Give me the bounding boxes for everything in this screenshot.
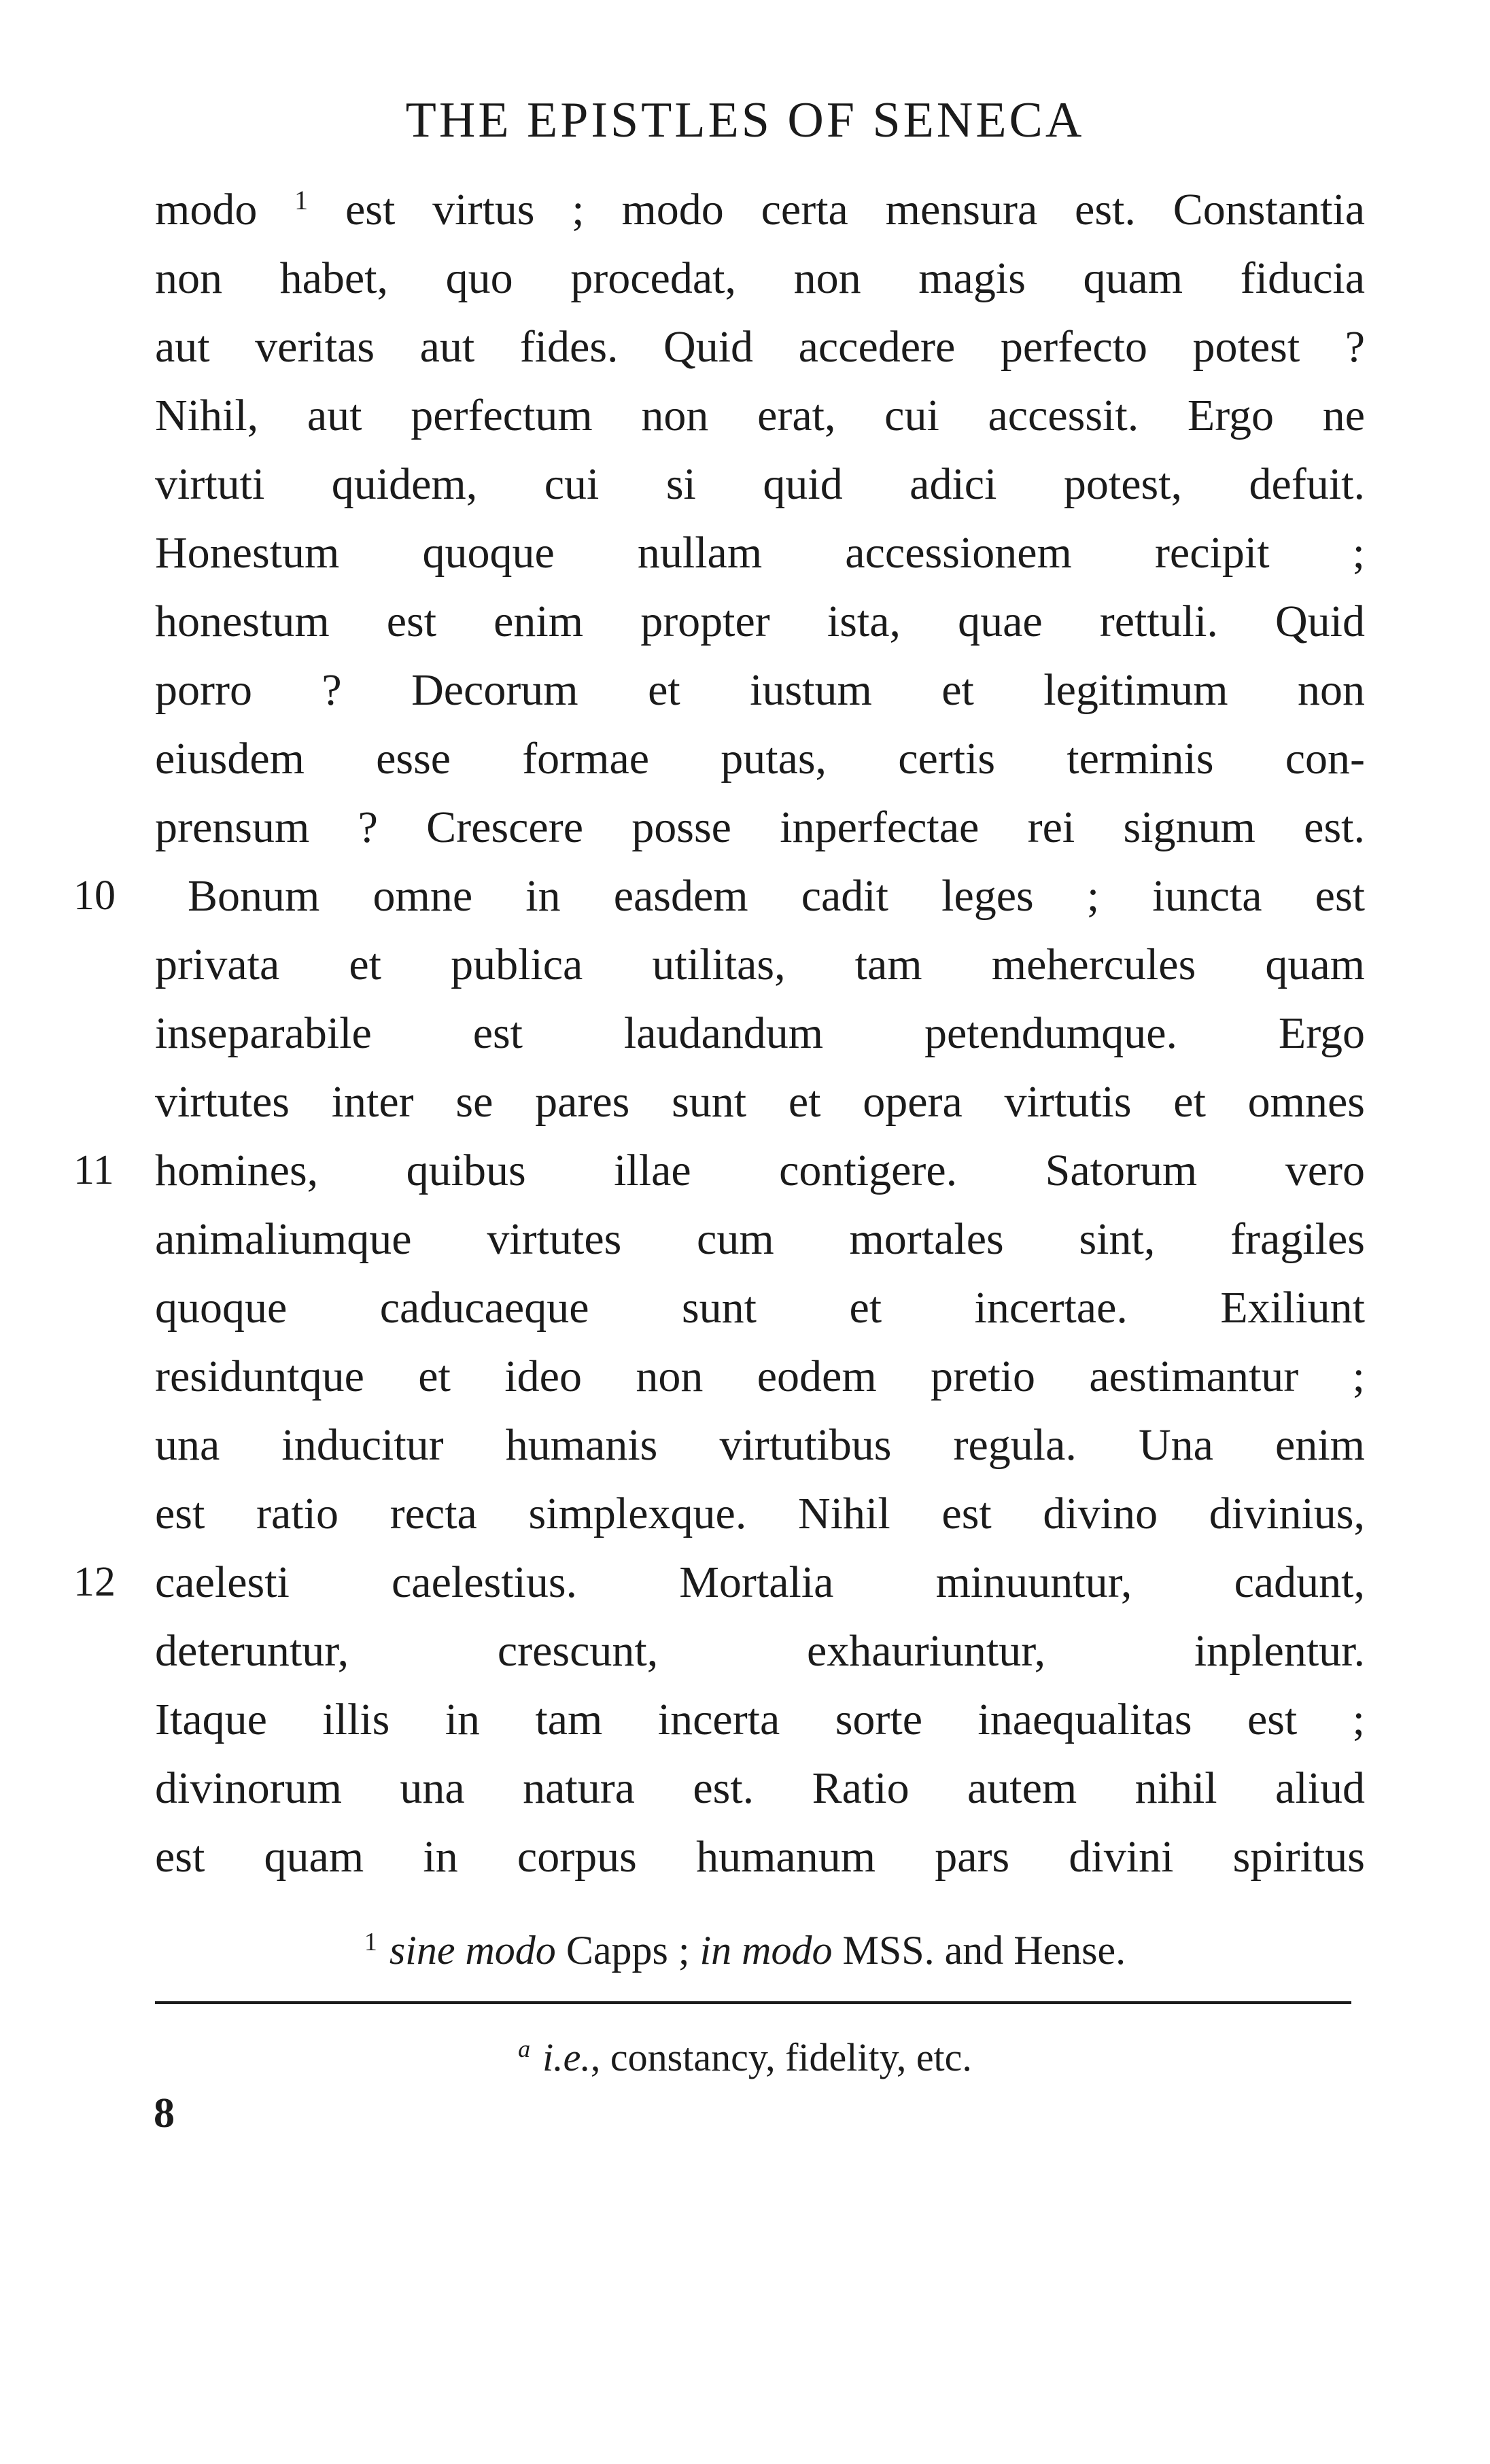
text-line	[155, 1068, 1365, 1136]
line-text: Honestum quoque nullam accessionem recipit ;	[155, 528, 1365, 578]
line-text-start: modo	[155, 185, 258, 234]
line-text: una inducitur humanis virtutibus regula. Una enim	[155, 1420, 1365, 1470]
line-text: prensum ? Crescere posse inperfectae rei signum est.	[155, 803, 1365, 852]
line-text: aut veritas aut fides. Quid accedere perfecto potest ?	[155, 322, 1365, 372]
line-text: homines, quibus illae contigere. Satorum vero	[155, 1146, 1365, 1195]
footnote-text: , constancy, fidelity, etc.	[590, 2035, 972, 2079]
running-head: THE EPISTLES OF SENECA	[405, 92, 1085, 148]
footnote-mark: 1	[364, 1928, 377, 1956]
text-line	[155, 1273, 1365, 1342]
text-line	[73, 862, 1365, 930]
text-line	[155, 1823, 1365, 1891]
footnote-text: MSS. and Hense.	[842, 1928, 1126, 1973]
text-line	[155, 1411, 1365, 1479]
line-text: virtuti quidem, cui si quid adici potest, defuit.	[155, 459, 1365, 509]
footnote-explanatory	[0, 2030, 1490, 2085]
text-line	[155, 175, 1365, 244]
line-text: inseparabile est laudandum petendumque. Ergo	[155, 1008, 1365, 1058]
footnote-divider	[155, 2001, 1351, 2004]
line-text: quoque caducaeque sunt et incertae. Exiliunt	[155, 1283, 1365, 1333]
section-number: 12	[73, 1559, 116, 1605]
text-line	[155, 656, 1365, 724]
text-line	[155, 793, 1365, 862]
text-line	[73, 1136, 1365, 1205]
line-text: Nihil, aut perfectum non erat, cui accessit. Ergo ne	[155, 391, 1365, 440]
line-text: caelesti caelestius. Mortalia minuuntur, cadunt,	[155, 1557, 1365, 1607]
section-number: 11	[73, 1147, 114, 1193]
line-text: virtutes inter se pares sunt et opera virtutis et omnes	[155, 1077, 1365, 1127]
line-text: divinorum una natura est. Ratio autem nihil aliud	[155, 1763, 1365, 1813]
text-line	[155, 1479, 1365, 1548]
line-text: Itaque illis in tam incerta sorte inaequalitas est ;	[155, 1695, 1365, 1744]
text-line	[73, 1548, 1365, 1617]
text-line	[155, 930, 1365, 999]
text-line	[155, 244, 1365, 313]
line-text: honestum est enim propter ista, quae rettuli. Quid	[155, 597, 1365, 646]
line-text: est ratio recta simplexque. Nihil est divino divinius,	[155, 1489, 1365, 1538]
footnote-mark: a	[518, 2035, 531, 2062]
line-text: porro ? Decorum et iustum et legitimum non	[155, 665, 1365, 715]
text-line	[155, 518, 1365, 587]
footnote-text: Capps ;	[566, 1928, 690, 1973]
text-line	[155, 1754, 1365, 1823]
line-text: eiusdem esse formae putas, certis terminis con-	[155, 734, 1365, 784]
text-line	[155, 381, 1365, 450]
text-line	[155, 724, 1365, 793]
text-line	[155, 999, 1365, 1068]
text-line	[155, 1205, 1365, 1273]
line-text: Bonum omne in easdem cadit leges ; iuncta est	[188, 871, 1365, 921]
page-number: 8	[154, 2090, 175, 2136]
text-line	[155, 313, 1365, 381]
line-text: est virtus ; modo certa mensura est. Constantia	[345, 185, 1366, 234]
line-text: animaliumque virtutes cum mortales sint, fragiles	[155, 1214, 1365, 1264]
footnote-reference: 1	[294, 185, 309, 215]
footnote-textual	[0, 1923, 1490, 1977]
body-text	[73, 175, 1366, 1891]
footnote-italic: i.e.	[542, 2035, 591, 2079]
line-text: non habet, quo procedat, non magis quam fiducia	[155, 253, 1365, 303]
line-text: privata et publica utilitas, tam mehercules quam	[155, 940, 1365, 989]
line-text: residuntque et ideo non eodem pretio aestimantur ;	[155, 1352, 1365, 1401]
text-line	[155, 1685, 1365, 1754]
text-line	[155, 1342, 1365, 1411]
text-line	[155, 1617, 1365, 1685]
text-line	[155, 450, 1365, 518]
line-text: est quam in corpus humanum pars divini spiritus	[155, 1832, 1365, 1882]
footnote-italic: in modo	[699, 1928, 833, 1973]
line-text: deteruntur, crescunt, exhauriuntur, inplentur.	[155, 1626, 1365, 1676]
text-line	[155, 587, 1365, 656]
footnote-italic: sine modo	[389, 1928, 556, 1973]
section-number: 10	[73, 873, 116, 919]
